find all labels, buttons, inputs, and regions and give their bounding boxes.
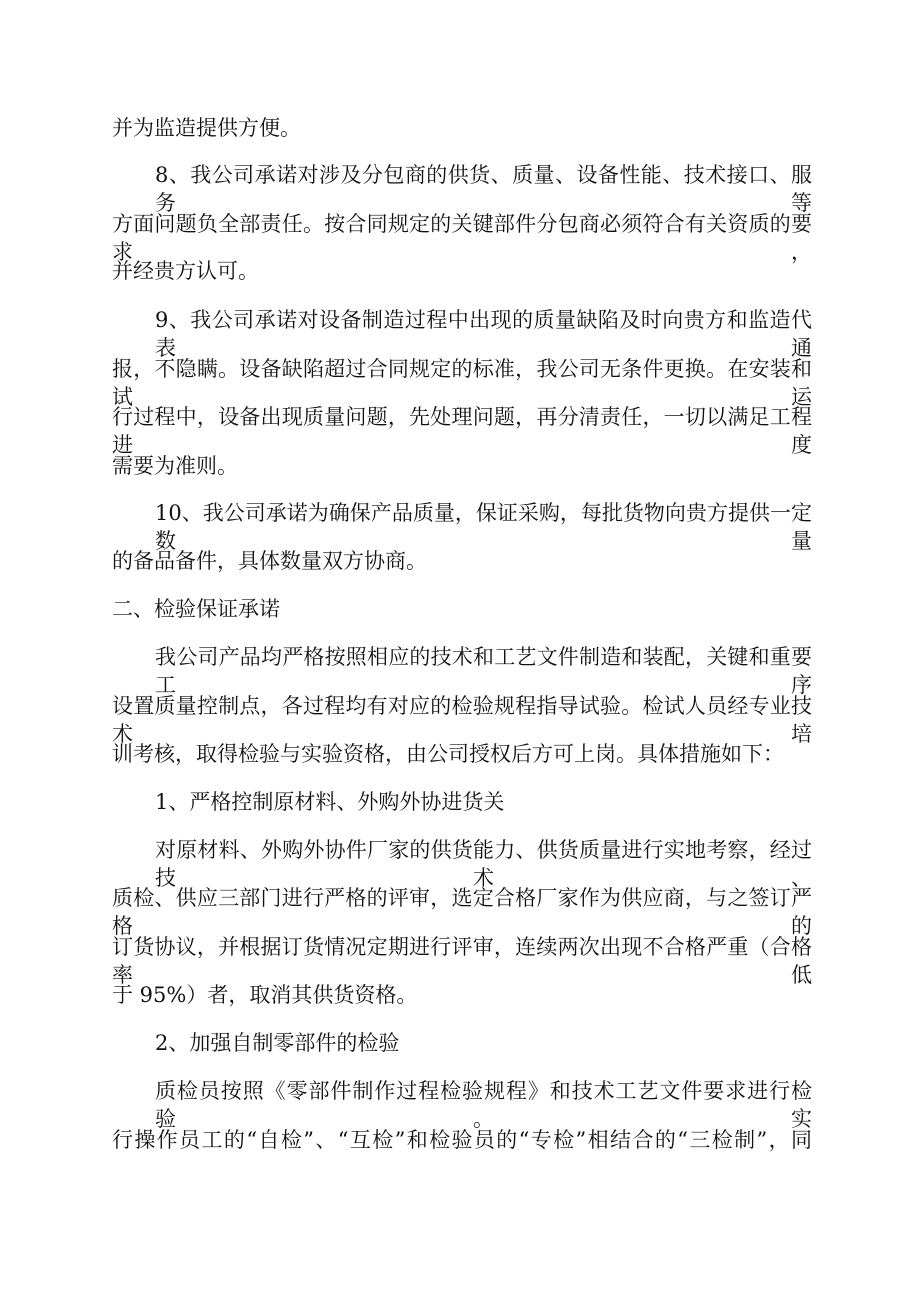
item-8-line-1: 8、我公司承诺对涉及分包商的供货、质量、设备性能、技术接口、服务等 bbox=[155, 163, 812, 215]
subsection-1-line-1: 对原材料、外购外协件厂家的供货能力、供货质量进行实地考察，经过技术、 bbox=[155, 838, 812, 890]
item-8-line-2: 方面问题负全部责任。按合同规定的关键部件分包商必须符合有关资质的要求， bbox=[112, 212, 812, 264]
subsection-1-line-2: 质检、供应三部门进行严格的评审，选定合格厂家作为供应商，与之签订严格的 bbox=[112, 886, 812, 938]
section-intro-line-1: 我公司产品均严格按照相应的技术和工艺文件制造和装配，关键和重要工序 bbox=[155, 645, 812, 697]
subheading-1: 1、严格控制原材料、外购外协进货关 bbox=[155, 790, 505, 814]
subsection-1-line-4: 于 95%）者，取消其供货资格。 bbox=[112, 983, 418, 1007]
section-intro-line-2: 设置质量控制点，各过程均有对应的检验规程指导试验。检试人员经专业技术培 bbox=[112, 694, 812, 746]
item-10-line-2: 的备品备件，具体数量双方协商。 bbox=[112, 549, 427, 573]
subsection-2-line-1: 质检员按照《零部件制作过程检验规程》和技术工艺文件要求进行检验。实 bbox=[155, 1079, 812, 1131]
item-8-line-3: 并经贵方认可。 bbox=[112, 259, 259, 283]
subsection-2-line-2: 行操作员工的“自检”、“互检”和检验员的“专检”相结合的“三检制”，同 bbox=[112, 1128, 812, 1152]
item-10-line-1: 10、我公司承诺为确保产品质量，保证采购，每批货物向贵方提供一定数量 bbox=[155, 501, 812, 553]
paragraph-line: 并为监造提供方便。 bbox=[112, 116, 301, 140]
section-heading: 二、检验保证承诺 bbox=[112, 597, 280, 621]
item-9-line-1: 9、我公司承诺对设备制造过程中出现的质量缺陷及时向贵方和监造代表通 bbox=[155, 308, 812, 360]
item-9-line-3: 行过程中，设备出现质量问题，先处理问题，再分清责任，一切以满足工程进度 bbox=[112, 405, 812, 457]
subheading-2: 2、加强自制零部件的检验 bbox=[155, 1031, 400, 1055]
item-9-line-4: 需要为准则。 bbox=[112, 454, 238, 478]
section-intro-line-3: 训考核，取得检验与实验资格，由公司授权后方可上岗。具体措施如下： bbox=[112, 742, 784, 766]
item-9-line-2: 报，不隐瞒。设备缺陷超过合同规定的标准，我公司无条件更换。在安装和试运 bbox=[112, 357, 812, 409]
subsection-1-line-3: 订货协议，并根据订货情况定期进行评审，连续两次出现不合格严重（合格率低 bbox=[112, 935, 812, 987]
